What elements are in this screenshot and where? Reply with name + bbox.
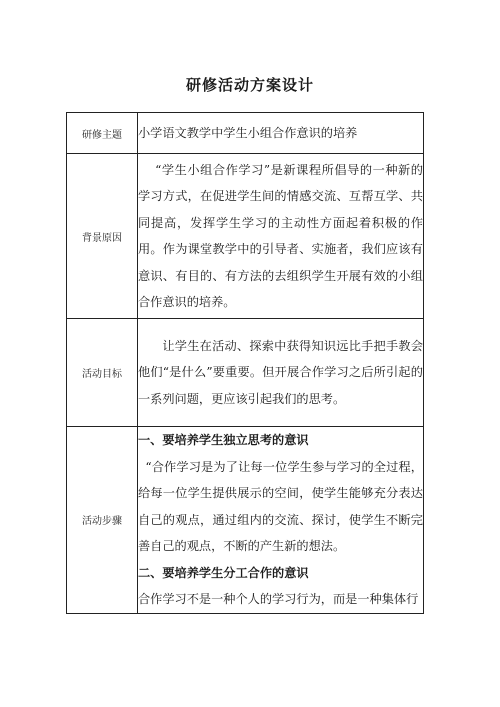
goal-cell (138, 319, 424, 427)
table-row-topic (67, 113, 424, 154)
topic-text: 小学语文教学中学生小组合作意识的培养 (138, 113, 424, 154)
background-cell (138, 154, 424, 319)
table-row-goal (67, 319, 424, 427)
steps-heading-1: 一、要培养学生独立思考的意识 (138, 433, 309, 447)
goal-text: 让学生在活动、探索中获得知识远比手把手教会他们“是什么”要重要。但开展合作学习之后所引起的一系列问题，更应该引起我们的思考。 (138, 338, 423, 406)
row-label-topic: 研修主题 (67, 113, 138, 154)
table-row-steps (67, 427, 424, 614)
plan-table (66, 112, 424, 614)
page-title: 研修活动方案设计 (185, 76, 314, 94)
row-label-steps: 活动步骤 (67, 427, 138, 614)
steps-heading-2: 二、要培养学生分工合作的意识 (138, 565, 309, 580)
table-row-background (67, 154, 424, 319)
row-label-background: 背景原因 (67, 154, 138, 319)
steps-paragraph-2: 合作学习不是一种个人的学习行为，而是一种集体行 (138, 592, 419, 606)
background-text: “学生小组合作学习”是新课程所倡导的一种新的学习方式，在促进学生间的情感交流、互帮互学、共同提高，发挥学生学习的主动性方面起着积极的作用。作为课堂教学中的引导者、实施者，我们应该有意识、有目的、有方法的去组织学生开展有效的小组合作意识的培养。 (138, 162, 423, 309)
steps-cell (138, 427, 424, 614)
row-label-goal: 活动目标 (67, 319, 138, 427)
steps-paragraph-1: “合作学习是为了让每一位学生参与学习的全过程，给每一位学生提供展示的空间，使学生能够充分表达自己的观点，通过组内的交流、探讨，使学生不断完善自己的观点，不断的产生新的想法。 (138, 459, 423, 553)
